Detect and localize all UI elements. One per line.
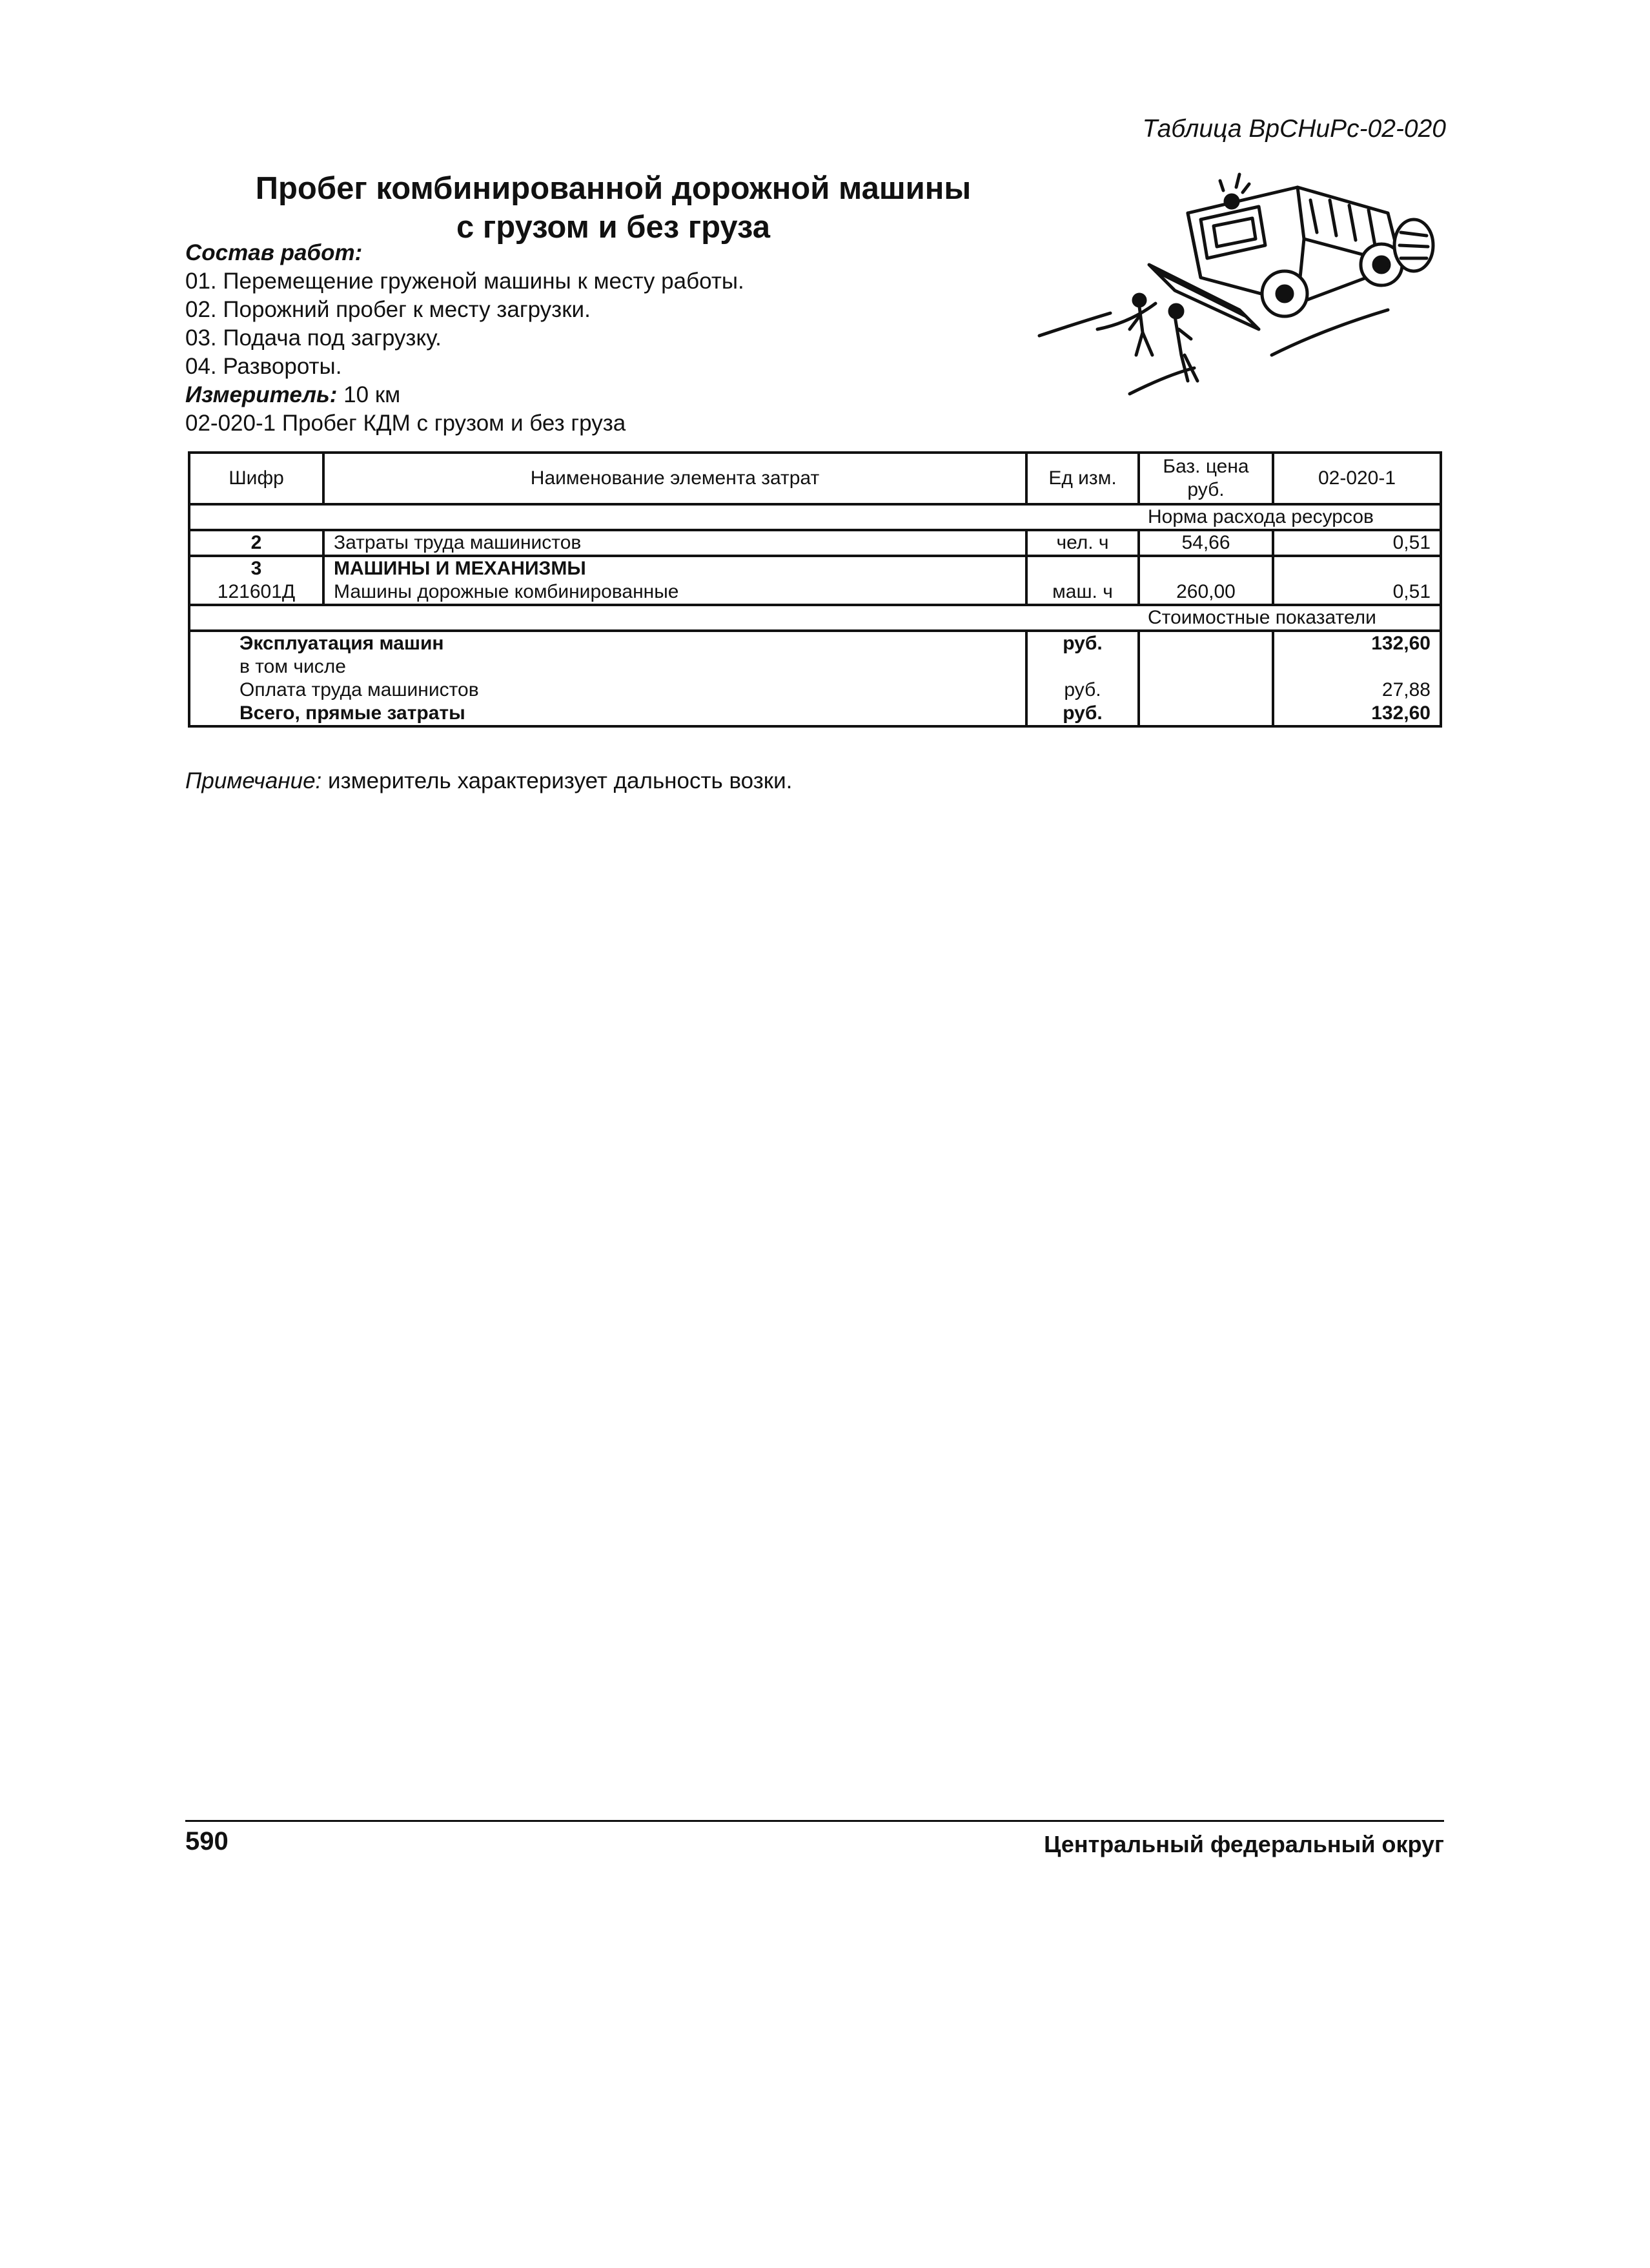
section-row	[189, 504, 1441, 530]
region-label: Центральный федеральный округ	[1044, 1831, 1444, 1857]
table-row: 3 МАШИНЫ И МЕХАНИЗМЫ	[189, 556, 1441, 580]
note	[185, 768, 792, 794]
table-row: 2 Затраты труда машинистов чел. ч 54,66 0,51	[189, 530, 1441, 556]
header-item: 02-020-1	[1273, 453, 1441, 504]
note-text: измеритель характеризует дальность возки.	[321, 768, 793, 793]
header-price: Баз. цена руб.	[1139, 453, 1273, 504]
table-row: Всего, прямые затраты руб. 132,60	[189, 702, 1441, 726]
road-machine-icon	[1026, 161, 1446, 433]
header-unit: Ед изм.	[1026, 453, 1139, 504]
step-item: 03. Подача под загрузку.	[185, 325, 442, 351]
step-item: 04. Развороты.	[185, 354, 342, 379]
page-title	[245, 169, 981, 247]
page-number: 590	[185, 1827, 229, 1855]
cost-section-label: Стоимостные показатели	[1139, 605, 1441, 631]
measure-line	[185, 381, 744, 409]
table-row: в том числе	[189, 655, 1441, 679]
title-line-2: с грузом и без груза	[456, 210, 770, 245]
section-row	[189, 605, 1441, 631]
work-composition	[185, 239, 744, 438]
composition-heading: Состав работ:	[185, 240, 363, 265]
norm-section-label: Норма расхода ресурсов	[1139, 504, 1441, 530]
table-row: 121601Д Машины дорожные комбинированные маш. ч 260,00 0,51	[189, 580, 1441, 605]
step-item: 01. Перемещение груженой машины к месту работы.	[185, 269, 744, 294]
measure-value: 10 км	[337, 382, 401, 407]
header-name: Наименование элемента затрат	[323, 453, 1026, 504]
footer-divider	[185, 1820, 1444, 1822]
table-header-row	[189, 453, 1441, 504]
table-reference: Таблица ВрСНиРс-02-020	[1142, 115, 1446, 143]
title-line-1: Пробег комбинированной дорожной машины	[255, 171, 972, 206]
note-label: Примечание:	[185, 768, 322, 793]
table-row: Эксплуатация машин руб. 132,60	[189, 631, 1441, 655]
cost-table	[188, 451, 1442, 728]
item-line: 02-020-1 Пробег КДМ с грузом и без груза	[185, 411, 626, 436]
table-row: Оплата труда машинистов руб. 27,88	[189, 679, 1441, 702]
measure-label: Измеритель:	[185, 382, 338, 407]
header-code: Шифр	[189, 453, 323, 504]
step-item: 02. Порожний пробег к месту загрузки.	[185, 297, 591, 322]
